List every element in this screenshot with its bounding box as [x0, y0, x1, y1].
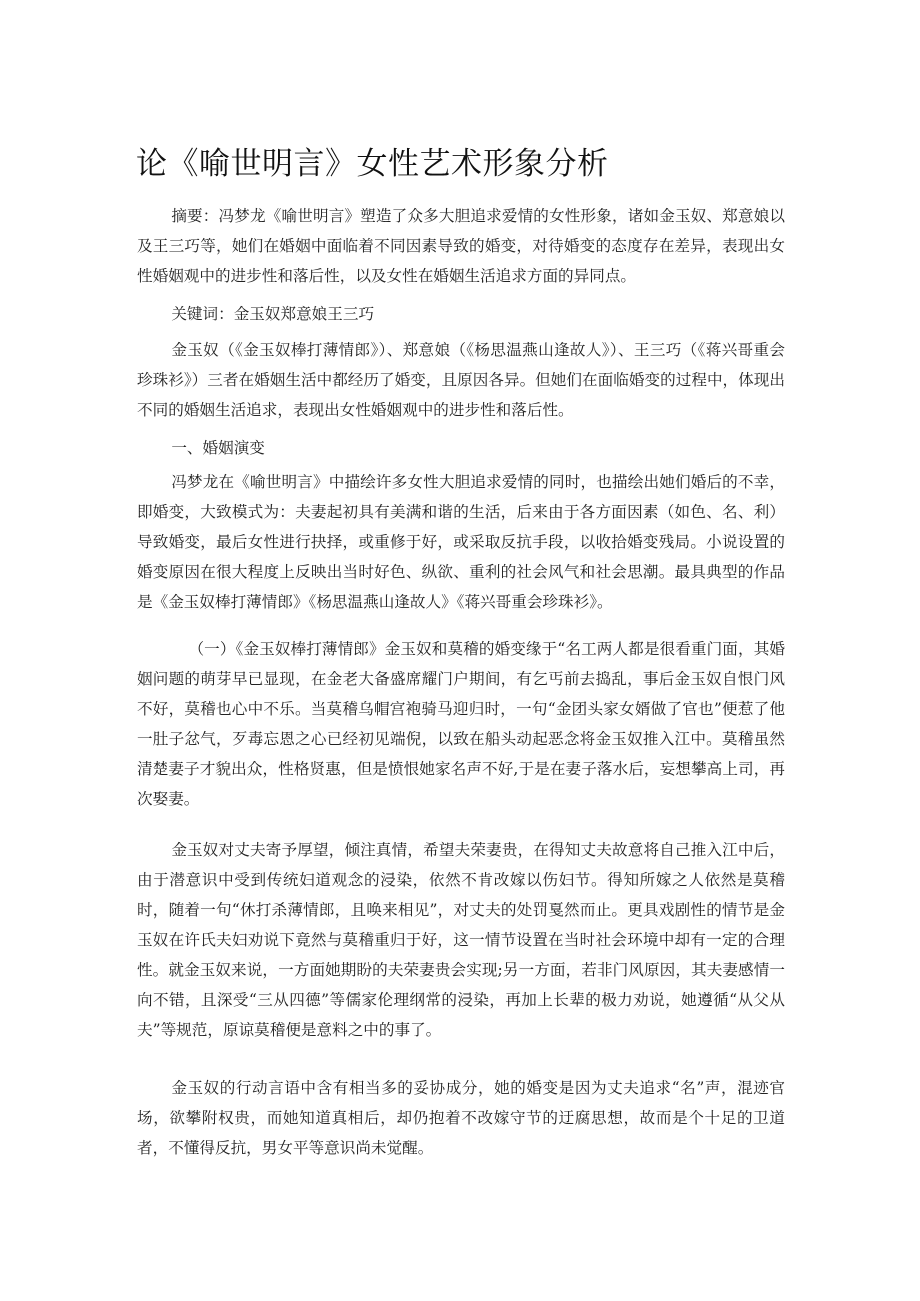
document-title: 论《喻世明言》女性艺术形象分析 [136, 146, 609, 182]
keywords-line: 关键词：金玉奴郑意娘王三巧 [171, 305, 375, 323]
jinyunu-conclusion-paragraph: 金玉奴的行动言语中含有相当多的妥协成分，她的婚变是因为丈夫追求“名”声，混迹官场，欲攀附权贵，而她知道真相后，却仍抱着不改嫁守节的迂腐思想，故而是个十足的卫道者，不懂得反抗，男女平等意识尚未觉醒。 [137, 1079, 785, 1157]
intro-paragraph: 金玉奴（《金玉奴棒打薄情郎》）、郑意娘（《杨思温燕山逢故人》）、王三巧（《蒋兴哥重会珍珠衫》）三者在婚姻生活中都经历了婚变，且原因各异。但她们在面临婚变的过程中，体现出不同的婚姻生活追求，表现出女性婚姻观中的进步性和落后性。 [137, 341, 785, 419]
section1-paragraph: 冯梦龙在《喻世明言》中描绘许多女性大胆追求爱情的同时，也描绘出她们婚后的不幸，即婚变，大致模式为：夫妻起初具有美满和谐的生活，后来由于各方面因素（如色、名、利）导致婚变，最后女性进行抉择，或重修于好，或采取反抗手段，以收拾婚变残局。小说设置的婚变原因在很大程度上反映出当时好色、纵欲、重利的社会风气和社会思潮。最具典型的作品是《金玉奴棒打薄情郎》《杨思温燕山逢故人》《蒋兴哥重会珍珠衫》。 [137, 473, 785, 611]
section-heading-marriage-evolution: 一、婚姻演变 [171, 439, 265, 457]
jinyunu-analysis-paragraph: 金玉奴对丈夫寄予厚望，倾注真情，希望夫荣妻贵，在得知丈夫故意将自己推入江中后，由于潜意识中受到传统妇道观念的浸染，依然不肯改嫁以伤妇节。得知所嫁之人依然是莫稽时，随着一句“休打杀薄情郎，且唤来相见”，对丈夫的处罚戛然而止。更具戏剧性的情节是金玉奴在许氏夫妇劝说下竟然与莫稽重归于好，这一情节设置在当时社会环境中却有一定的合理性。就金玉奴来说，一方面她期盼的夫荣妻贵会实现;另一方面，若非门风原因，其夫妻感情一向不错，且深受“三从四德”等儒家伦理纲常的浸染，再加上长辈的极力劝说，她遵循“从父从夫”等规范，原谅莫稽便是意料之中的事了。 [137, 841, 785, 1039]
subsection1-paragraph: （一）《金玉奴棒打薄情郎》金玉奴和莫稽的婚变缘于“名工两人都是很看重门面，其婚姻问题的萌芽早已显现，在金老大备盛席耀门户期间，有乞丐前去捣乱，事后金玉奴自恨门风不好，莫稽也心中不乐。当莫稽乌帽宫袍骑马迎归时，一句“金团头家女婿做了官也”便惹了他一肚子忿气，歹毒忘恩之心已经初见端倪，以致在船头动起恶念将金玉奴推入江中。莫稽虽然清楚妻子才貌出众，性格贤惠，但是愤恨她家名声不好,于是在妻子落水后，妄想攀高上司，再次娶妻。 [137, 640, 785, 808]
abstract-paragraph: 摘要：冯梦龙《喻世明言》塑造了众多大胆追求爱情的女性形象，诸如金玉奴、郑意娘以及王三巧等，她们在婚姻中面临着不同因素导致的婚变，对待婚变的态度存在差异，表现出女性婚姻观中的进步性和落后性，以及女性在婚姻生活追求方面的异同点。 [137, 207, 785, 285]
